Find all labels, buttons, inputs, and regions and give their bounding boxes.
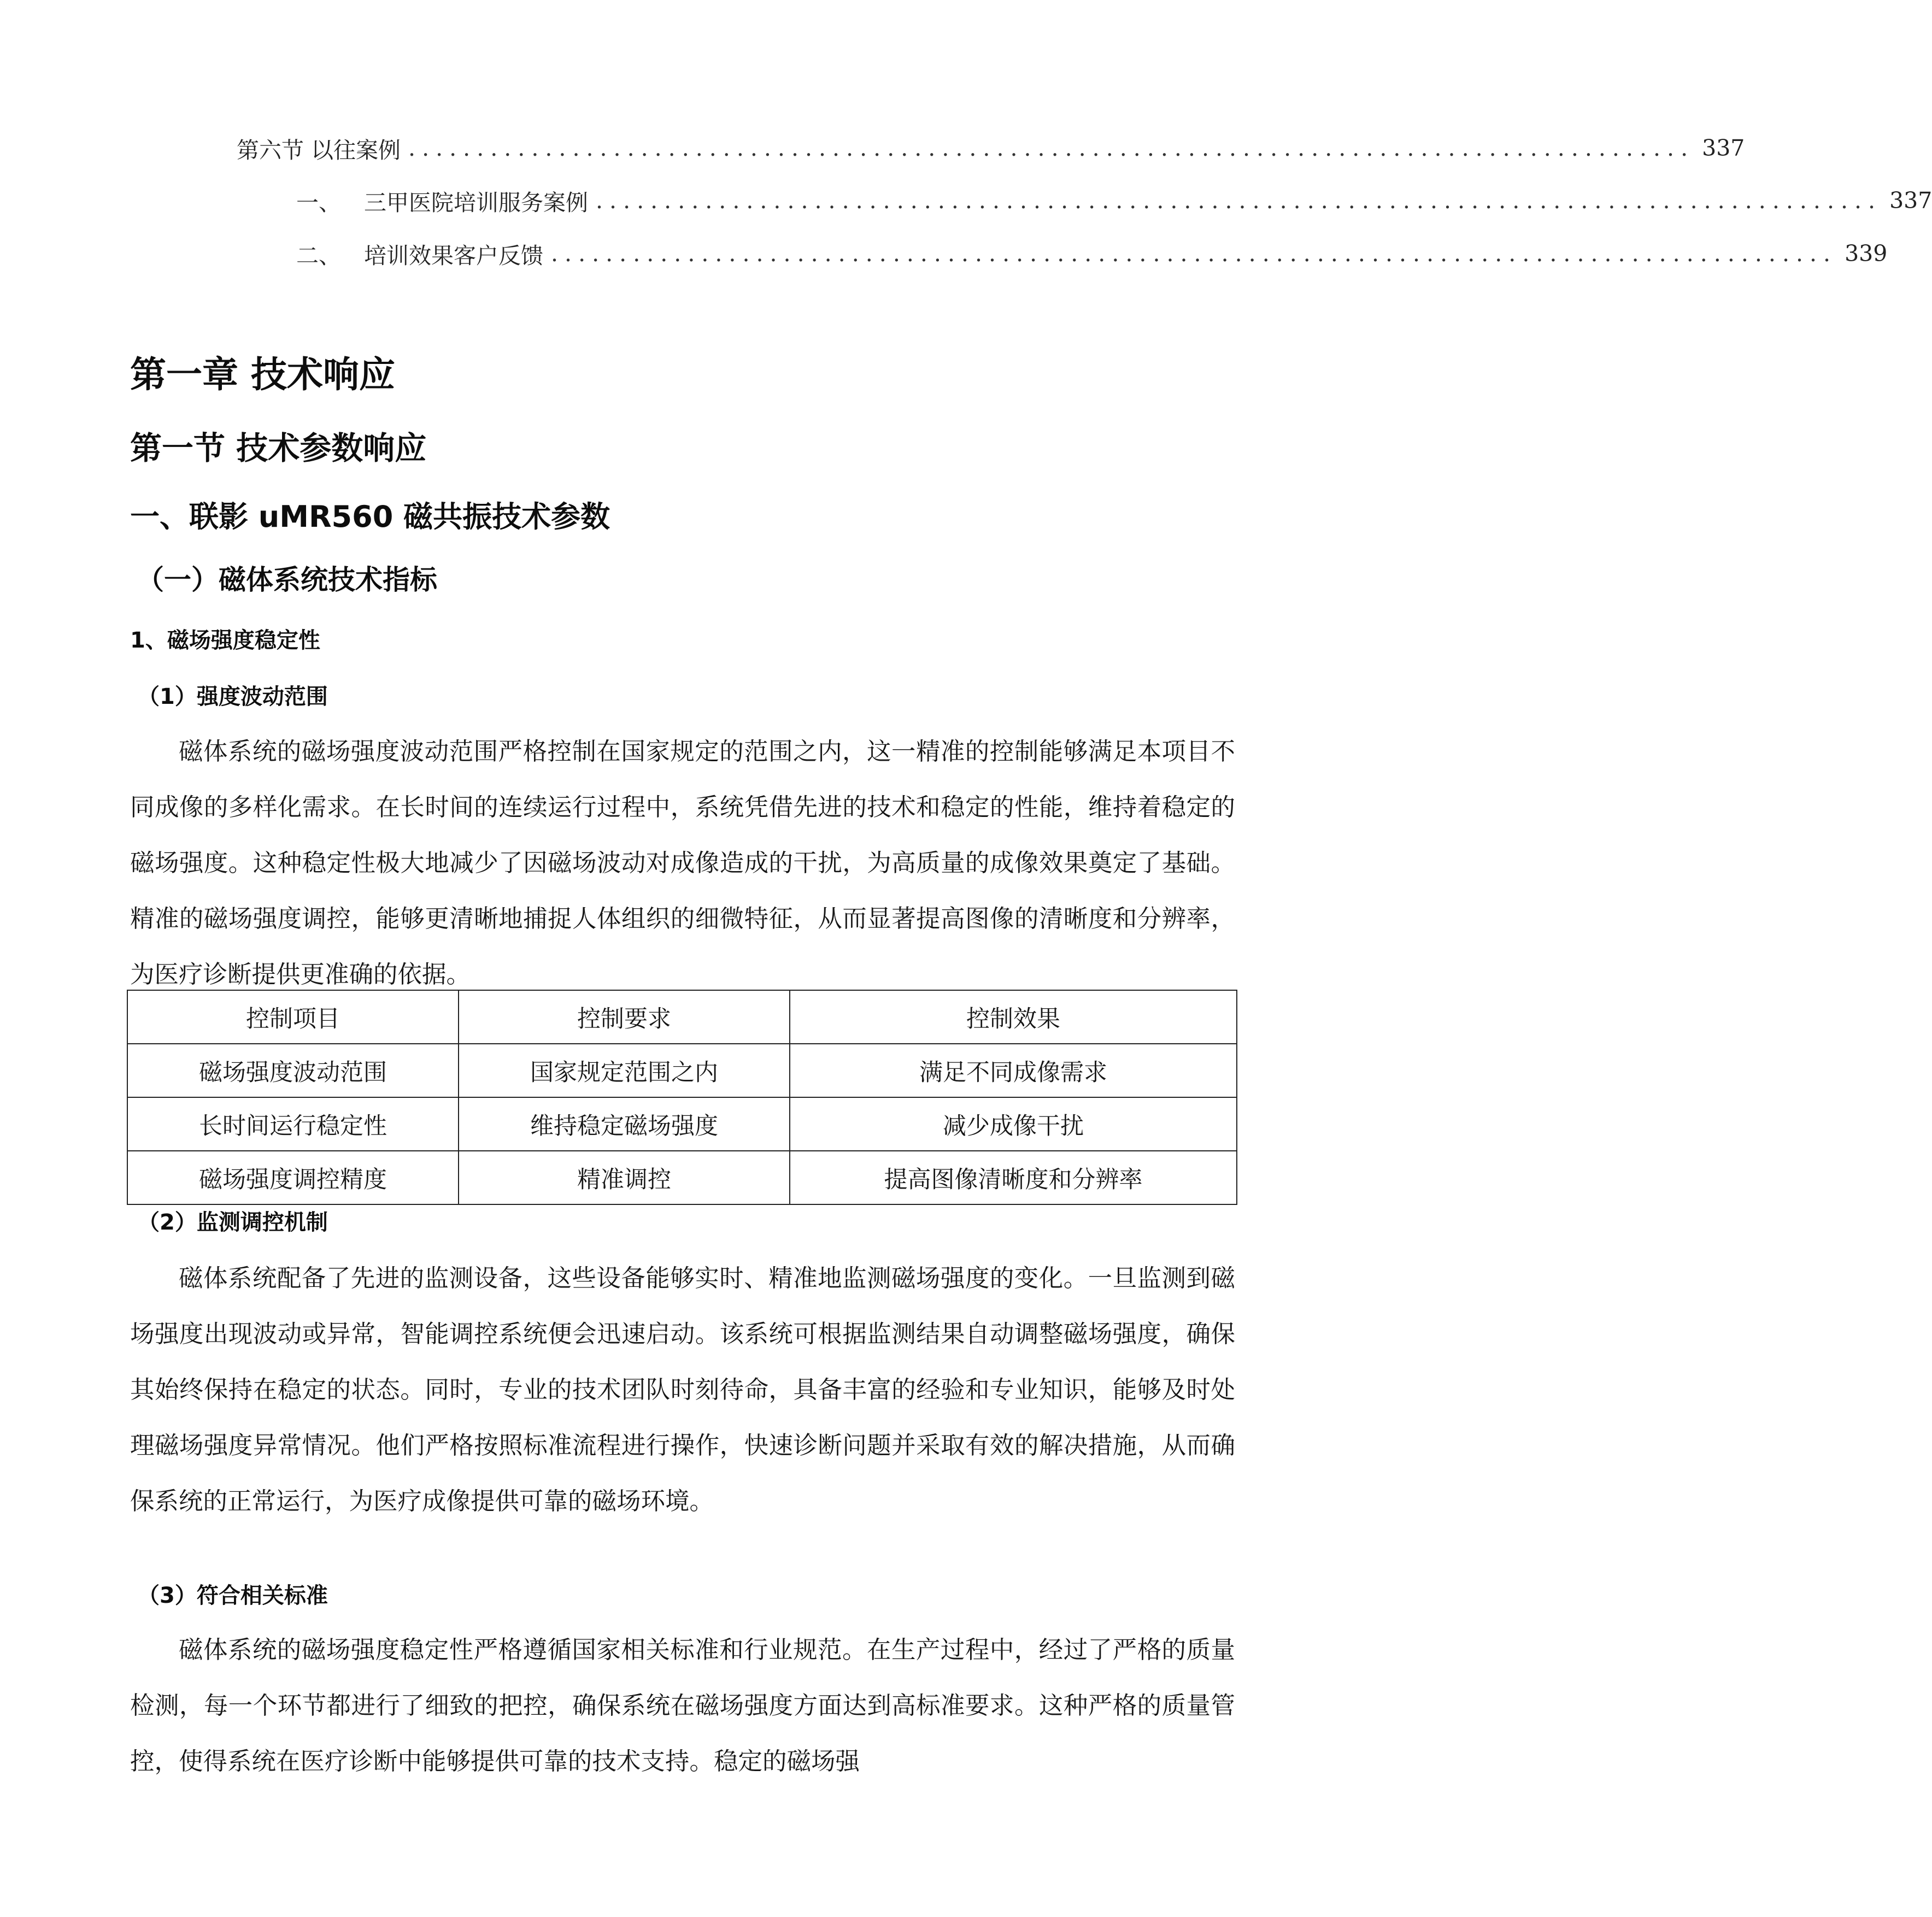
table-row [127, 1044, 1237, 1097]
point-heading: （2）监测调控机制 [138, 1210, 328, 1235]
toc-entry-label: 三甲医院培训服务案例 [364, 189, 588, 216]
toc-entry-label: 培训效果客户反馈 [364, 242, 543, 269]
toc-entry[interactable] [237, 126, 1745, 170]
table-cell: 减少成像干扰 [790, 1097, 1237, 1151]
body-paragraph: 磁体系统的磁场强度波动范围严格控制在国家规定的范围之内，这一精准的控制能够满足本项目不同成像的多样化需求。在长时间的连续运行过程中，系统凭借先进的技术和稳定的性能，维持着稳定的磁场强度。这种稳定性极大地减少了因磁场波动对成像造成的干扰，为高质量的成像效果奠定了基础。精准的磁场强度调控，能够更清晰地捕捉人体组织的细微特征，从而显著提高图像的清晰度和分辨率，为医疗诊断提供更准确的依据。 [130, 738, 1235, 989]
table-header-cell: 控制项目 [127, 990, 459, 1044]
subsubsection-heading: （一）磁体系统技术指标 [137, 564, 437, 596]
toc-entry-page: 337 [1889, 187, 1932, 214]
toc-dot-leader: .............................................................................................. [596, 187, 1882, 214]
toc-entry-number: 二、 [296, 242, 341, 269]
toc-entry-number: 一、 [296, 189, 341, 216]
table-cell: 国家规定范围之内 [459, 1044, 790, 1097]
point-heading: （3）符合相关标准 [138, 1583, 328, 1608]
point-heading: （1）强度波动范围 [138, 684, 328, 709]
table-cell: 磁场强度波动范围 [127, 1044, 459, 1097]
toc-entry-page: 339 [1845, 240, 1888, 267]
table-cell: 提高图像清晰度和分辨率 [790, 1151, 1237, 1204]
table-header-cell: 控制效果 [790, 990, 1237, 1044]
chapter-heading: 第一章 技术响应 [130, 354, 395, 396]
table-cell: 维持稳定磁场强度 [459, 1097, 790, 1151]
toc-entry[interactable] [296, 179, 1932, 222]
table-row [127, 1097, 1237, 1151]
table-header-row [127, 990, 1237, 1044]
item-heading: 1、磁场强度稳定性 [130, 628, 320, 653]
subsection-heading: 一、联影 uMR560 磁共振技术参数 [130, 499, 610, 534]
table-cell: 精准调控 [459, 1151, 790, 1204]
table-cell: 满足不同成像需求 [790, 1044, 1237, 1097]
toc-dot-leader: .............................................................................................. [551, 240, 1837, 267]
toc-entry-page: 337 [1702, 135, 1745, 161]
body-paragraph: 磁体系统的磁场强度稳定性严格遵循国家相关标准和行业规范。在生产过程中，经过了严格的质量检测，每一个环节都进行了细致的把控，确保系统在磁场强度方面达到高标准要求。这种严格的质量管控，使得系统在医疗诊断中能够提供可靠的技术支持。稳定的磁场强 [130, 1636, 1235, 1775]
table-cell: 磁场强度调控精度 [127, 1151, 459, 1204]
toc-entry[interactable] [296, 232, 1888, 275]
table-header-cell: 控制要求 [459, 990, 790, 1044]
section-heading: 第一节 技术参数响应 [130, 430, 427, 467]
control-table [127, 990, 1237, 1205]
toc-entry-label: 第六节 以往案例 [237, 137, 401, 163]
table-row [127, 1151, 1237, 1204]
toc-dot-leader: .............................................................................................. [408, 135, 1695, 161]
body-paragraph: 磁体系统配备了先进的监测设备，这些设备能够实时、精准地监测磁场强度的变化。一旦监测到磁场强度出现波动或异常，智能调控系统便会迅速启动。该系统可根据监测结果自动调整磁场强度，确保其始终保持在稳定的状态。同时，专业的技术团队时刻待命，具备丰富的经验和专业知识，能够及时处理磁场强度异常情况。他们严格按照标准流程进行操作，快速诊断问题并采取有效的解决措施，从而确保系统的正常运行，为医疗成像提供可靠的磁场环境。 [130, 1265, 1235, 1515]
table-cell: 长时间运行稳定性 [127, 1097, 459, 1151]
